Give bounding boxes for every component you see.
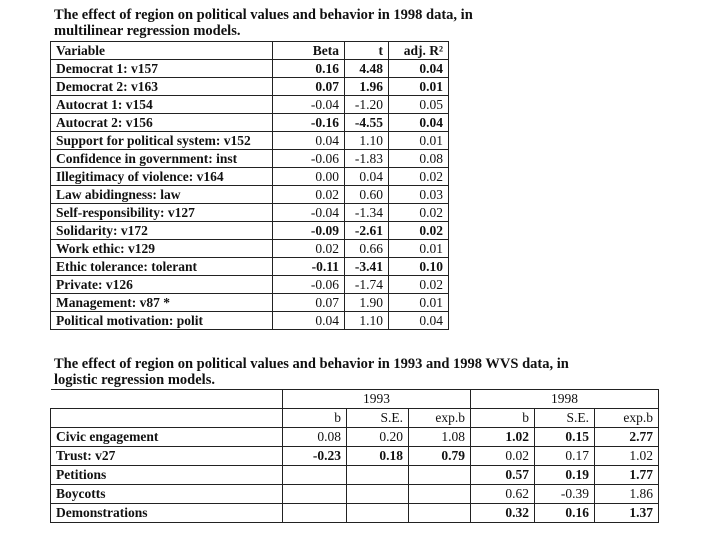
t-cell: -1.74 <box>345 276 389 294</box>
header-beta: Beta <box>273 42 345 60</box>
t-cell: -2.61 <box>345 222 389 240</box>
r2-cell: 0.01 <box>389 240 449 258</box>
table-row <box>51 132 449 150</box>
t-cell: 4.48 <box>345 60 389 78</box>
t-cell: 1.90 <box>345 294 389 312</box>
group-header-1993: 1993 <box>283 390 471 409</box>
variable-cell: Private: v126 <box>51 276 273 294</box>
table-row <box>51 96 449 114</box>
beta-cell: 0.04 <box>273 132 345 150</box>
variable-cell: Autocrat 2: v156 <box>51 114 273 132</box>
table2-corner-cell <box>51 390 283 409</box>
t-cell: 0.66 <box>345 240 389 258</box>
expb-1998-cell: 1.77 <box>595 466 659 485</box>
variable-cell: Confidence in government: inst <box>51 150 273 168</box>
beta-cell: 0.16 <box>273 60 345 78</box>
b-1993-cell: 0.08 <box>283 428 347 447</box>
variable-cell: Trust: v27 <box>51 447 283 466</box>
t-cell: 0.04 <box>345 168 389 186</box>
b-1998-cell: 0.02 <box>471 447 535 466</box>
t-cell: -1.20 <box>345 96 389 114</box>
table-row <box>51 504 659 523</box>
table-row <box>51 60 449 78</box>
r2-cell: 0.04 <box>389 60 449 78</box>
variable-cell: Civic engagement <box>51 428 283 447</box>
r2-cell: 0.01 <box>389 132 449 150</box>
table-row <box>51 312 449 330</box>
r2-cell: 0.01 <box>389 294 449 312</box>
table-row <box>51 114 449 132</box>
se-1998-cell: 0.15 <box>535 428 595 447</box>
r2-cell: 0.02 <box>389 204 449 222</box>
beta-cell: -0.06 <box>273 276 345 294</box>
table1-header-row <box>51 42 449 60</box>
beta-cell: -0.16 <box>273 114 345 132</box>
b-1998-cell: 0.62 <box>471 485 535 504</box>
beta-cell: 0.02 <box>273 186 345 204</box>
variable-cell: Self-responsibility: v127 <box>51 204 273 222</box>
variable-cell: Solidarity: v172 <box>51 222 273 240</box>
expb-1993-cell <box>409 466 471 485</box>
b-1998-cell: 0.32 <box>471 504 535 523</box>
expb-1993-cell: 0.79 <box>409 447 471 466</box>
t-cell: 0.60 <box>345 186 389 204</box>
expb-1998-cell: 1.02 <box>595 447 659 466</box>
group-header-1998: 1998 <box>471 390 659 409</box>
beta-cell: 0.02 <box>273 240 345 258</box>
sub-header-se-1998: S.E. <box>535 409 595 428</box>
se-1993-cell: 0.18 <box>347 447 409 466</box>
table-row <box>51 447 659 466</box>
expb-1998-cell: 1.86 <box>595 485 659 504</box>
variable-cell: Democrat 1: v157 <box>51 60 273 78</box>
beta-cell: 0.07 <box>273 294 345 312</box>
variable-cell: Democrat 2: v163 <box>51 78 273 96</box>
se-1998-cell: 0.19 <box>535 466 595 485</box>
table-row <box>51 78 449 96</box>
variable-cell: Management: v87 * <box>51 294 273 312</box>
beta-cell: -0.04 <box>273 96 345 114</box>
sub-header-expb-1993: exp.b <box>409 409 471 428</box>
table-row <box>51 222 449 240</box>
table-row <box>51 168 449 186</box>
variable-cell: Boycotts <box>51 485 283 504</box>
r2-cell: 0.04 <box>389 114 449 132</box>
table2-sub-header-row <box>51 409 659 428</box>
table-row <box>51 466 659 485</box>
variable-cell: Demonstrations <box>51 504 283 523</box>
beta-cell: 0.00 <box>273 168 345 186</box>
table-row <box>51 276 449 294</box>
t-cell: -4.55 <box>345 114 389 132</box>
table-row <box>51 204 449 222</box>
expb-1993-cell <box>409 485 471 504</box>
variable-cell: Law abidingness: law <box>51 186 273 204</box>
se-1993-cell <box>347 504 409 523</box>
expb-1993-cell <box>409 504 471 523</box>
b-1993-cell <box>283 466 347 485</box>
table1-caption: The effect of region on political values and behavior in 1998 data, in multilinear regression models. <box>54 7 473 39</box>
b-1993-cell <box>283 485 347 504</box>
beta-cell: 0.07 <box>273 78 345 96</box>
logistic-regression-table <box>50 389 659 523</box>
t-cell: -3.41 <box>345 258 389 276</box>
sub-header-b-1993: b <box>283 409 347 428</box>
b-1998-cell: 0.57 <box>471 466 535 485</box>
table2-variable-header-cell <box>51 409 283 428</box>
variable-cell: Ethic tolerance: tolerant <box>51 258 273 276</box>
t-cell: -1.34 <box>345 204 389 222</box>
variable-cell: Work ethic: v129 <box>51 240 273 258</box>
se-1993-cell <box>347 485 409 504</box>
r2-cell: 0.02 <box>389 276 449 294</box>
table-row <box>51 428 659 447</box>
table-row <box>51 294 449 312</box>
beta-cell: 0.04 <box>273 312 345 330</box>
table-row <box>51 186 449 204</box>
table-row <box>51 485 659 504</box>
table-row <box>51 258 449 276</box>
sub-header-se-1993: S.E. <box>347 409 409 428</box>
se-1998-cell: 0.16 <box>535 504 595 523</box>
beta-cell: -0.11 <box>273 258 345 276</box>
r2-cell: 0.10 <box>389 258 449 276</box>
r2-cell: 0.05 <box>389 96 449 114</box>
se-1993-cell <box>347 466 409 485</box>
t-cell: -1.83 <box>345 150 389 168</box>
regression-table-1998 <box>50 41 449 330</box>
table2-group-header-row <box>51 390 659 409</box>
header-t: t <box>345 42 389 60</box>
b-1993-cell: -0.23 <box>283 447 347 466</box>
se-1998-cell: -0.39 <box>535 485 595 504</box>
variable-cell: Petitions <box>51 466 283 485</box>
beta-cell: -0.04 <box>273 204 345 222</box>
variable-cell: Support for political system: v152 <box>51 132 273 150</box>
table-row <box>51 240 449 258</box>
variable-cell: Autocrat 1: v154 <box>51 96 273 114</box>
beta-cell: -0.09 <box>273 222 345 240</box>
table-row <box>51 150 449 168</box>
variable-cell: Illegitimacy of violence: v164 <box>51 168 273 186</box>
expb-1993-cell: 1.08 <box>409 428 471 447</box>
expb-1998-cell: 1.37 <box>595 504 659 523</box>
r2-cell: 0.02 <box>389 168 449 186</box>
r2-cell: 0.01 <box>389 78 449 96</box>
header-variable: Variable <box>51 42 273 60</box>
r2-cell: 0.03 <box>389 186 449 204</box>
table2-caption: The effect of region on political values and behavior in 1993 and 1998 WVS data, in logistic regression models. <box>54 356 569 388</box>
t-cell: 1.10 <box>345 132 389 150</box>
expb-1998-cell: 2.77 <box>595 428 659 447</box>
r2-cell: 0.02 <box>389 222 449 240</box>
se-1993-cell: 0.20 <box>347 428 409 447</box>
beta-cell: -0.06 <box>273 150 345 168</box>
r2-cell: 0.04 <box>389 312 449 330</box>
t-cell: 1.10 <box>345 312 389 330</box>
r2-cell: 0.08 <box>389 150 449 168</box>
sub-header-b-1998: b <box>471 409 535 428</box>
header-adj-r2: adj. R² <box>389 42 449 60</box>
variable-cell: Political motivation: polit <box>51 312 273 330</box>
b-1998-cell: 1.02 <box>471 428 535 447</box>
t-cell: 1.96 <box>345 78 389 96</box>
sub-header-expb-1998: exp.b <box>595 409 659 428</box>
b-1993-cell <box>283 504 347 523</box>
se-1998-cell: 0.17 <box>535 447 595 466</box>
